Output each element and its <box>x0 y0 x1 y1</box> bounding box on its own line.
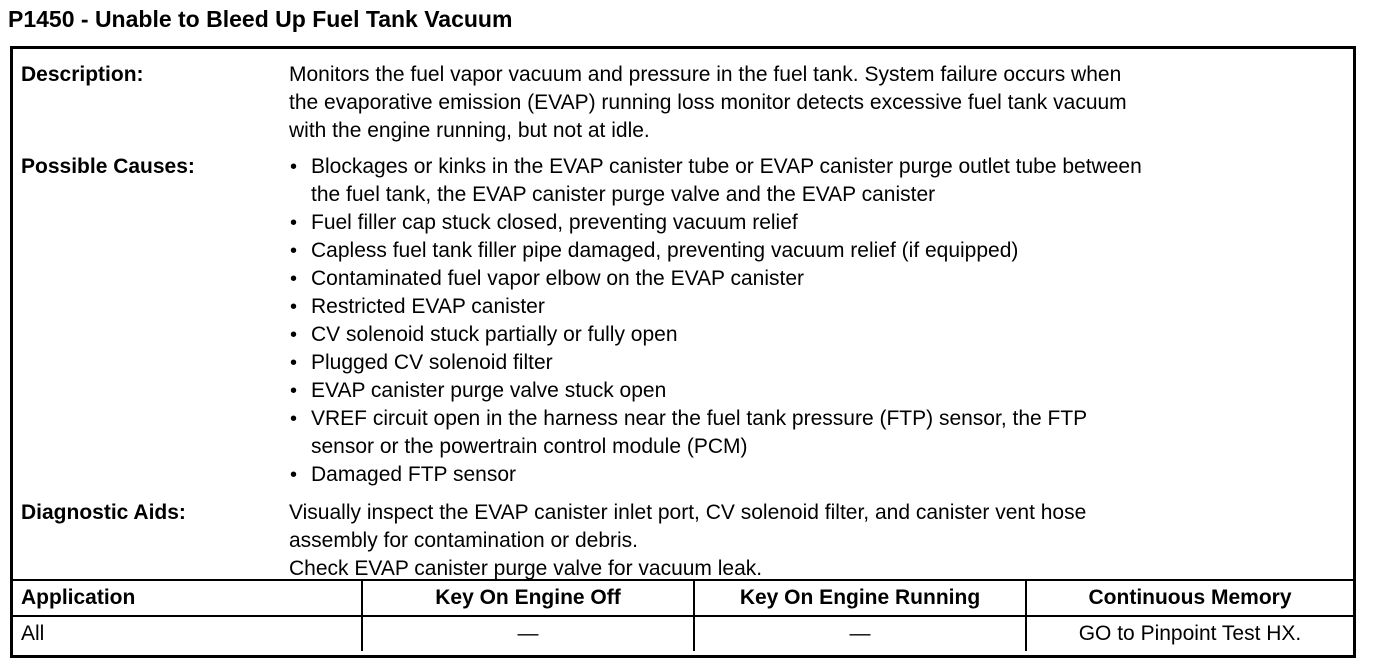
cause-line: Capless fuel tank filler pipe damaged, preventing vacuum relief (if equipped) <box>311 239 1019 262</box>
cause-line: Damaged FTP sensor <box>311 463 517 486</box>
header-application: Application <box>13 581 362 616</box>
header-key-on-engine-off: Key On Engine Off <box>362 581 694 616</box>
bullet-icon: • <box>290 352 298 374</box>
bullet-icon: • <box>290 408 298 430</box>
bullet-icon: • <box>290 212 298 234</box>
application-table-header-row <box>13 581 1353 616</box>
diagnostic-aids-line: Visually inspect the EVAP canister inlet port, CV solenoid filter, and canister vent hose <box>289 501 1087 524</box>
cause-line: VREF circuit open in the harness near the fuel tank pressure (FTP) sensor, the FTP <box>311 407 1088 430</box>
cell-key-on-engine-off: — <box>362 616 694 651</box>
possible-causes-list <box>289 153 1339 489</box>
cause-line: Plugged CV solenoid filter <box>311 351 553 374</box>
bullet-icon: • <box>290 380 298 402</box>
description-label: Description: <box>21 63 144 86</box>
bullet-icon: • <box>290 268 298 290</box>
cause-line: CV solenoid stuck partially or fully open <box>311 323 678 346</box>
cause-line: Blockages or kinks in the EVAP canister tube or EVAP canister purge outlet tube between <box>311 155 1142 178</box>
description-text <box>289 61 1339 145</box>
header-continuous-memory: Continuous Memory <box>1088 586 1292 609</box>
cause-item <box>289 321 1339 349</box>
bullet-icon: • <box>290 464 298 486</box>
application-table <box>13 579 1353 651</box>
cause-item <box>289 265 1339 293</box>
cause-line: Contaminated fuel vapor elbow on the EVAP canister <box>311 267 805 290</box>
cause-line: Restricted EVAP canister <box>311 295 545 318</box>
cause-line: Fuel filler cap stuck closed, preventing vacuum relief <box>311 211 798 234</box>
diagnostic-aids-label: Diagnostic Aids: <box>21 501 186 524</box>
cell-key-on-engine-running: — <box>694 616 1026 651</box>
dtc-frame <box>10 46 1356 658</box>
cause-line: sensor or the powertrain control module (PCM) <box>311 435 748 458</box>
cause-item <box>289 237 1339 265</box>
cause-line: the fuel tank, the EVAP canister purge valve and the EVAP canister <box>311 183 936 206</box>
cause-item <box>289 209 1339 237</box>
possible-causes-label: Possible Causes: <box>21 155 195 178</box>
cause-item <box>289 461 1339 489</box>
description-line: the evaporative emission (EVAP) running loss monitor detects excessive fuel tank vacuum <box>289 91 1127 114</box>
bullet-icon: • <box>290 156 298 178</box>
cause-item <box>289 377 1339 405</box>
diagnostic-aids-text <box>289 499 1339 583</box>
diagnostic-aids-line: Check EVAP canister purge valve for vacuum leak. <box>289 557 763 580</box>
cause-item <box>289 349 1339 377</box>
cell-application: All <box>13 616 362 651</box>
description-line: Monitors the fuel vapor vacuum and pressure in the fuel tank. System failure occurs when <box>289 63 1122 86</box>
cell-continuous-memory: GO to Pinpoint Test HX. <box>1078 622 1302 645</box>
cause-item <box>289 293 1339 321</box>
cause-item <box>289 153 1339 209</box>
description-line: with the engine running, but not at idle. <box>289 119 650 142</box>
header-key-on-engine-running: Key On Engine Running <box>694 581 1026 616</box>
table-row <box>13 616 1353 651</box>
cause-item <box>289 405 1339 461</box>
diagnostic-aids-line: assembly for contamination or debris. <box>289 529 638 552</box>
bullet-icon: • <box>290 240 298 262</box>
possible-causes-list-wrapper <box>289 153 1339 489</box>
bullet-icon: • <box>290 296 298 318</box>
bullet-icon: • <box>290 324 298 346</box>
cause-line: EVAP canister purge valve stuck open <box>311 379 667 402</box>
page-title: P1450 - Unable to Bleed Up Fuel Tank Vacuum <box>8 6 513 32</box>
